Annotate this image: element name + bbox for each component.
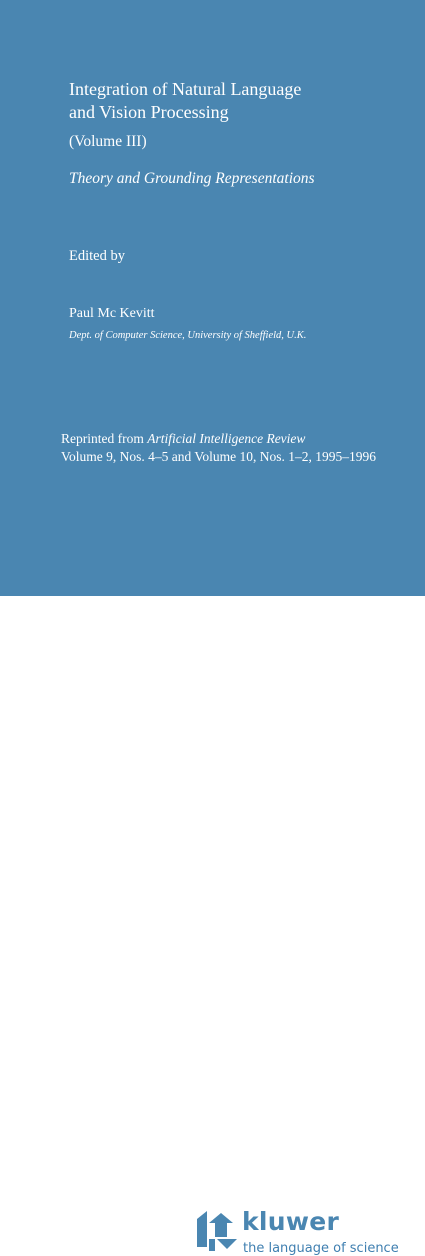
- issue-line: Volume 9, Nos. 4–5 and Volume 10, Nos. 1–2, 1995–1996: [61, 449, 377, 464]
- publisher-footer: [0, 596, 425, 1256]
- book-cover: [0, 0, 425, 596]
- reprint-journal: Artificial Intelligence Review: [147, 431, 306, 446]
- reprint-prefix: Reprinted from: [61, 431, 148, 446]
- publisher-tagline: the language of science: [243, 1241, 399, 1256]
- title-line-1: Integration of Natural Language: [69, 79, 302, 99]
- title-line-2: and Vision Processing: [69, 102, 229, 122]
- editor-affiliation: Dept. of Computer Science, University of Sheffield, U.K.: [69, 330, 307, 341]
- kluwer-arrows-icon: [197, 1207, 237, 1251]
- edited-by-label: Edited by: [69, 248, 125, 264]
- subtitle: Theory and Grounding Representations: [69, 170, 315, 187]
- volume-label: (Volume III): [69, 133, 147, 150]
- editor-name: Paul Mc Kevitt: [69, 306, 155, 321]
- publisher-name: kluwer: [242, 1207, 340, 1236]
- reprint-line: [61, 432, 305, 446]
